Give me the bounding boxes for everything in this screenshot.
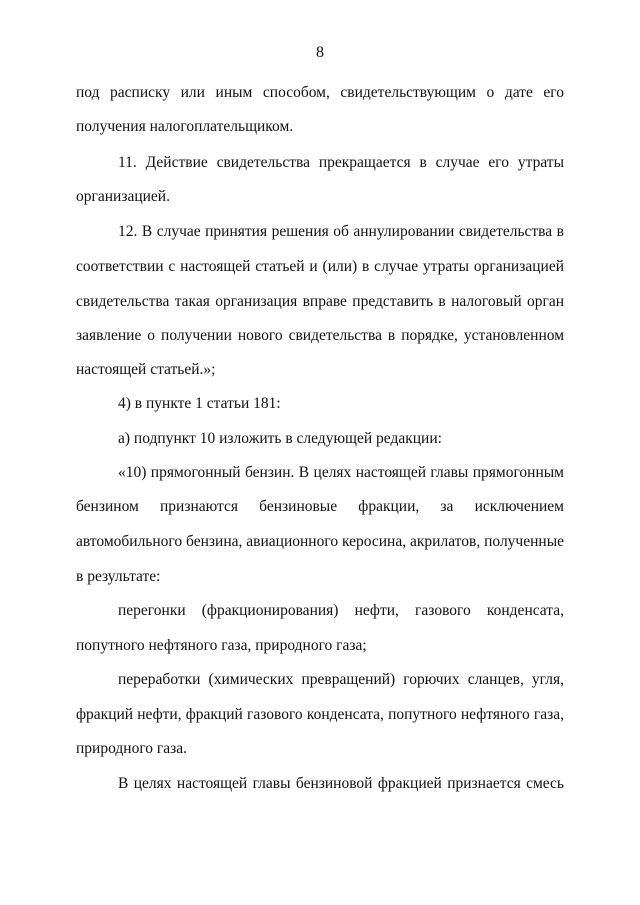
text-line: соответствии с настоящей статьей и (или) в случае утраты организацией — [76, 258, 564, 275]
text-line: в результате: — [76, 568, 161, 585]
text-line: 11. Действие свидетельства прекращается в случае его утраты — [118, 154, 564, 171]
text-line: В целях настоящей главы бензиновой фракцией признается смесь — [118, 775, 564, 792]
page-number: 8 — [316, 44, 324, 61]
text-line: заявление о получении нового свидетельства в порядке, установленном — [76, 327, 564, 344]
text-line: переработки (химических превращений) горючих сланцев, угля, — [118, 671, 564, 688]
text-line: организацией. — [76, 188, 170, 205]
text-line: попутного нефтяного газа, природного газа; — [76, 637, 367, 654]
text-line: свидетельства такая организация вправе представить в налоговый орган — [76, 293, 564, 310]
text-line: настоящей статьей.»; — [76, 361, 216, 378]
text-line: под расписку или иным способом, свидетельствующим о дате его — [76, 84, 564, 101]
text-line: 4) в пункте 1 статьи 181: — [118, 395, 281, 412]
text-line: получения налогоплательщиком. — [76, 118, 294, 135]
text-line: фракций нефти, фракций газового конденсата, попутного нефтяного газа, — [76, 706, 564, 723]
text-line: перегонки (фракционирования) нефти, газового конденсата, — [118, 602, 564, 619]
text-line: а) подпункт 10 изложить в следующей редакции: — [118, 430, 442, 447]
text-line: «10) прямогонный бензин. В целях настоящей главы прямогонным — [118, 464, 564, 481]
text-line: 12. В случае принятия решения об аннулировании свидетельства в — [118, 223, 564, 240]
text-line: природного газа. — [76, 740, 188, 757]
text-line: автомобильного бензина, авиационного керосина, акрилатов, полученные — [76, 533, 564, 550]
text-line: бензином признаются бензиновые фракции, за исключением — [76, 498, 564, 515]
